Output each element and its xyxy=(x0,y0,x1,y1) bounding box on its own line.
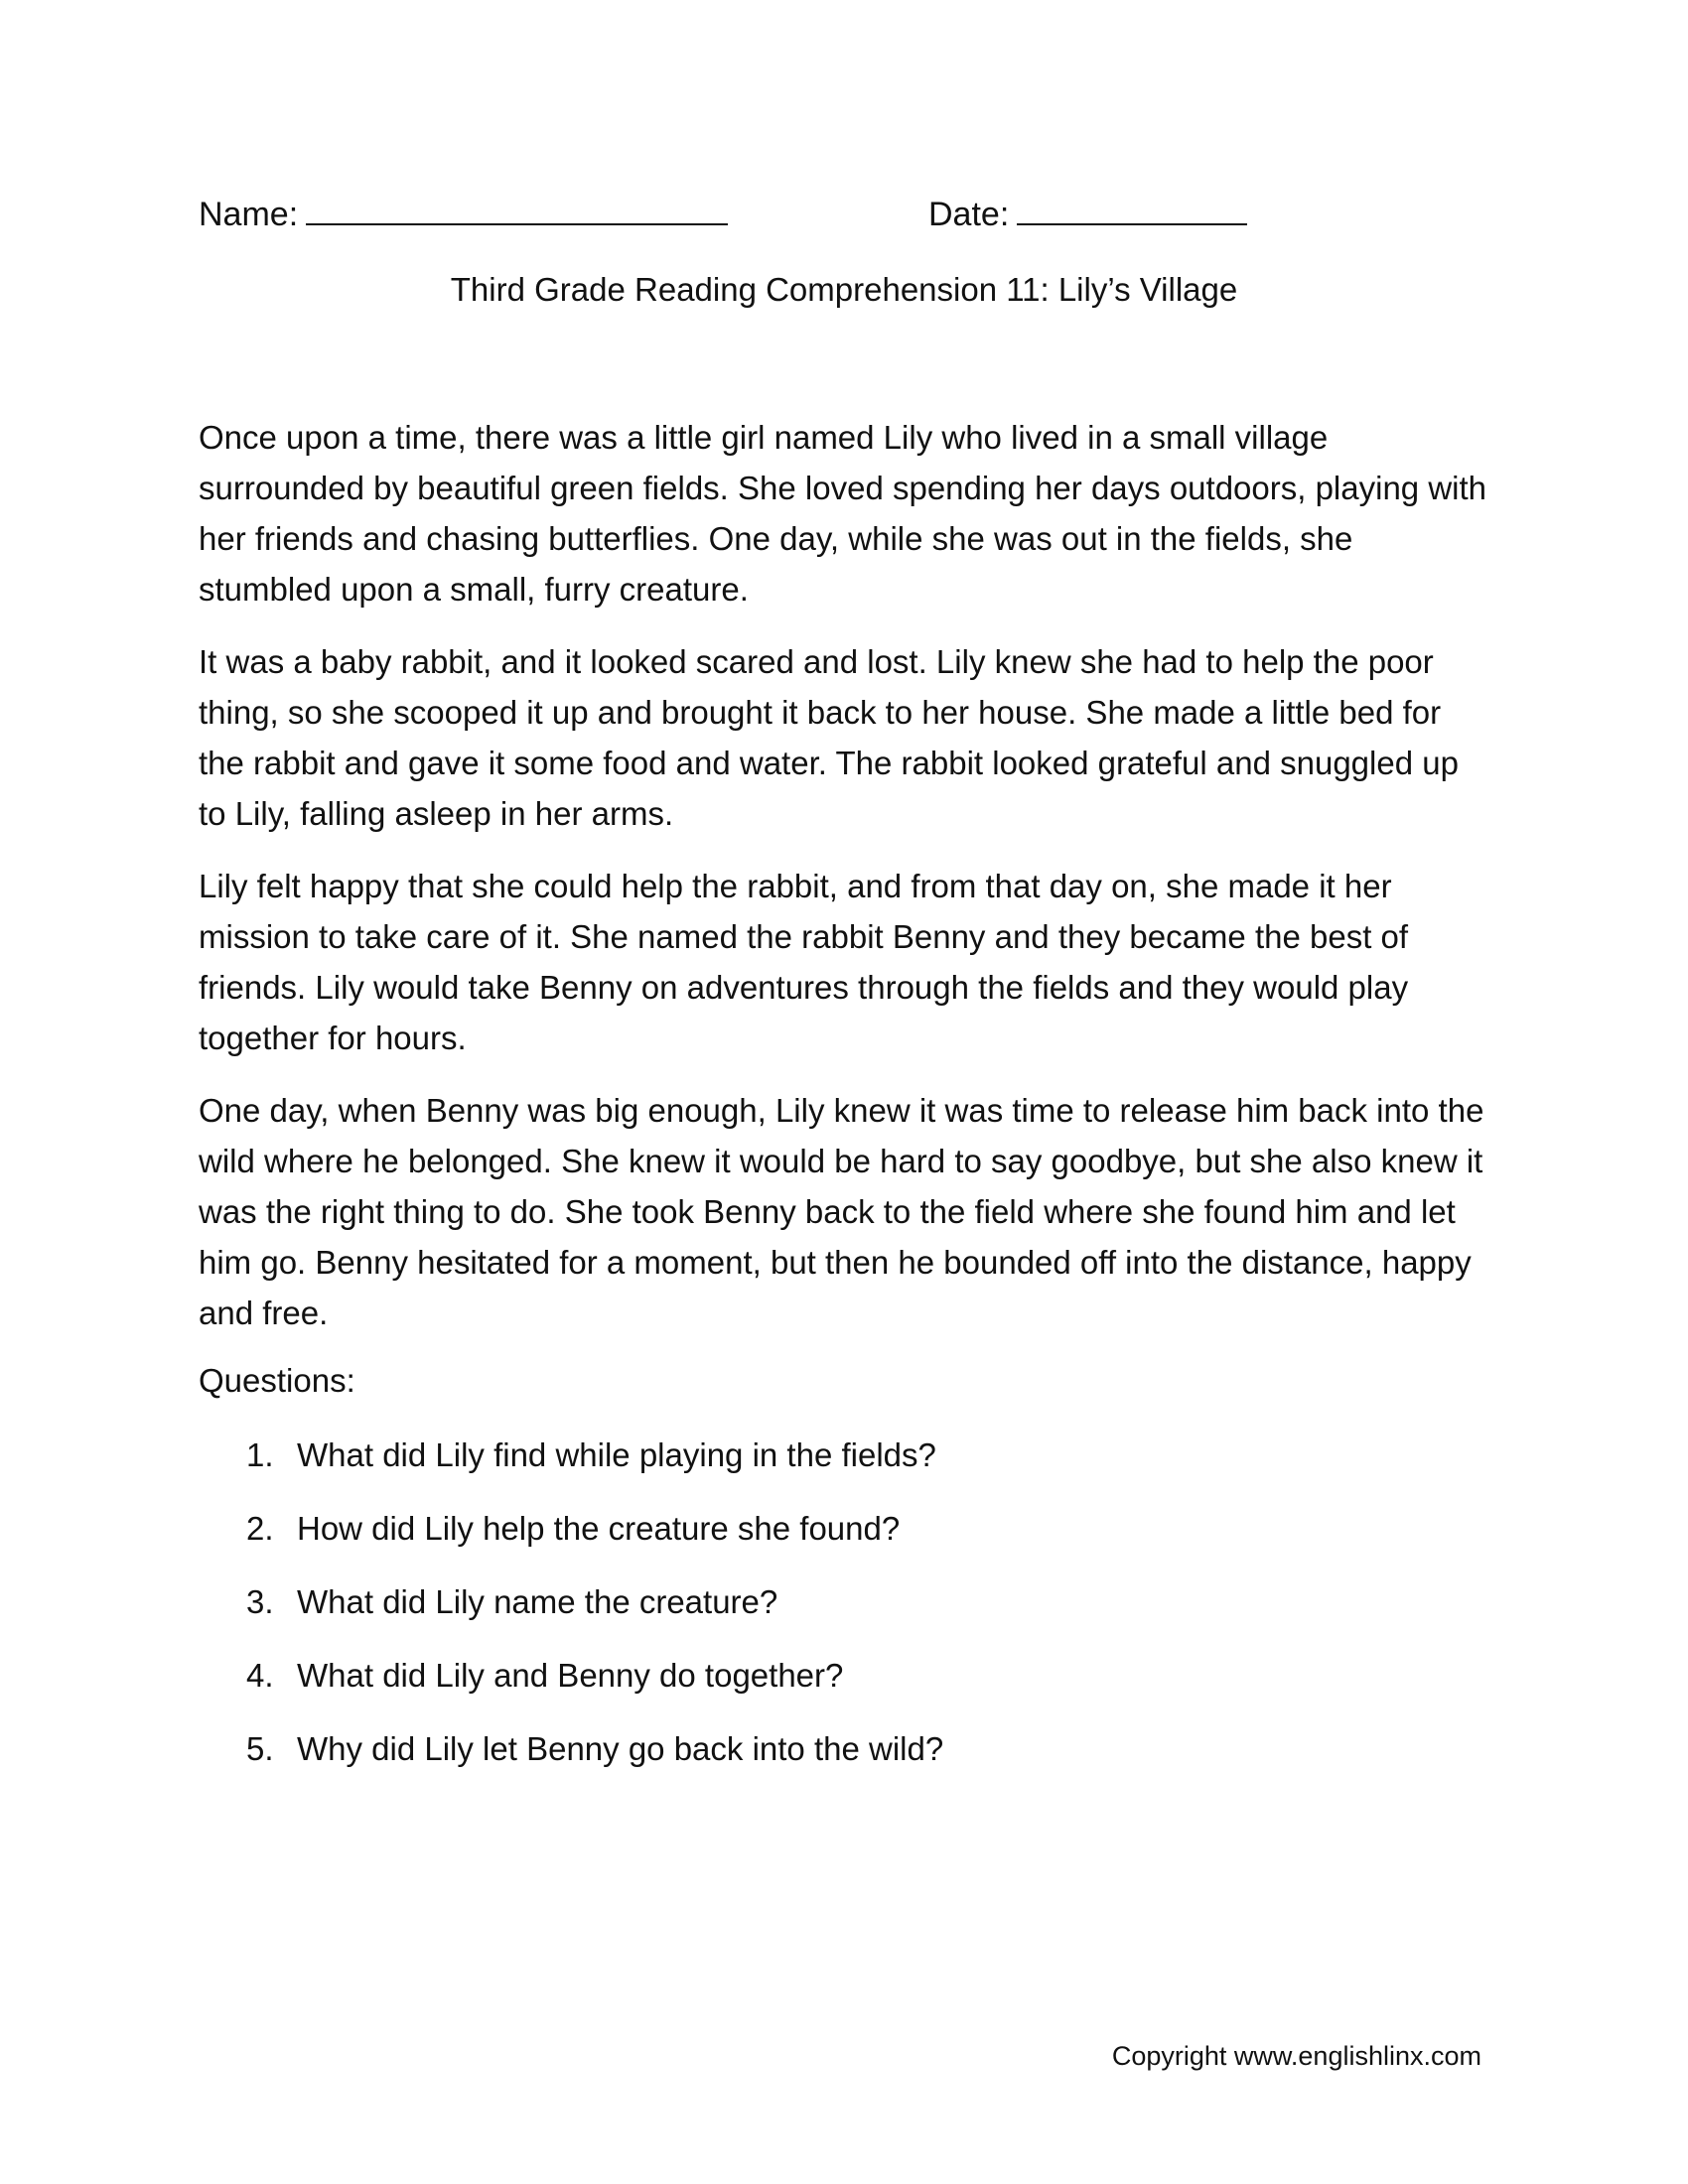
questions-heading: Questions: xyxy=(199,1362,355,1399)
date-blank-line[interactable] xyxy=(1017,194,1247,225)
question-text: Why did Lily let Benny go back into the wild? xyxy=(297,1730,944,1767)
worksheet-title: Third Grade Reading Comprehension 11: Lily’s Village xyxy=(450,271,1238,308)
question-item xyxy=(199,1436,1489,1510)
question-text: What did Lily find while playing in the fields? xyxy=(297,1436,936,1473)
question-item xyxy=(199,1583,1489,1657)
header-row xyxy=(199,194,1489,253)
question-number: 5. xyxy=(246,1730,274,1767)
name-blank-line[interactable] xyxy=(306,194,728,225)
question-number: 1. xyxy=(246,1436,274,1473)
date-label: Date: xyxy=(928,196,1010,233)
question-number: 4. xyxy=(246,1657,274,1694)
questions-list xyxy=(199,1436,1489,1804)
question-text: What did Lily and Benny do together? xyxy=(297,1657,844,1694)
story-paragraph: It was a baby rabbit, and it looked scared and lost. Lily knew she had to help the poor thing, so she scooped it up and brought it back to her house. She made a little bed for the rabbit and gave it some food and water. The rabbit looked grateful and snuggled up to Lily, falling asleep in her arms. xyxy=(199,643,1459,832)
question-item xyxy=(199,1510,1489,1583)
name-label: Name: xyxy=(199,196,299,233)
question-number: 2. xyxy=(246,1510,274,1547)
story-paragraph: Lily felt happy that she could help the rabbit, and from that day on, she made it her mission to take care of it. She named the rabbit Benny and they became the best of friends. Lily would take Benny on adventures through the fields and they would play together for hours. xyxy=(199,868,1409,1056)
story-paragraph: One day, when Benny was big enough, Lily knew it was time to release him back into the wild where he belonged. She knew it would be hard to say goodbye, but she also knew it was the right thing to do. She took Benny back to the field where she found him and let him go. Benny hesitated for a moment, but then he bounded off into the distance, happy and free. xyxy=(199,1092,1484,1331)
name-field xyxy=(199,194,728,234)
question-item xyxy=(199,1730,1489,1804)
story-paragraph: Once upon a time, there was a little girl named Lily who lived in a small village surrounded by beautiful green fields. She loved spending her days outdoors, playing with her friends and chasing butterflies. One day, while she was out in the fields, she stumbled upon a small, furry creature. xyxy=(199,419,1487,608)
question-item xyxy=(199,1657,1489,1730)
question-number: 3. xyxy=(246,1583,274,1620)
question-text: What did Lily name the creature? xyxy=(297,1583,778,1620)
copyright-notice: Copyright www.englishlinx.com xyxy=(1111,2041,1481,2071)
question-text: How did Lily help the creature she found? xyxy=(297,1510,901,1547)
story-body xyxy=(199,412,1489,1360)
date-field xyxy=(928,194,1247,234)
